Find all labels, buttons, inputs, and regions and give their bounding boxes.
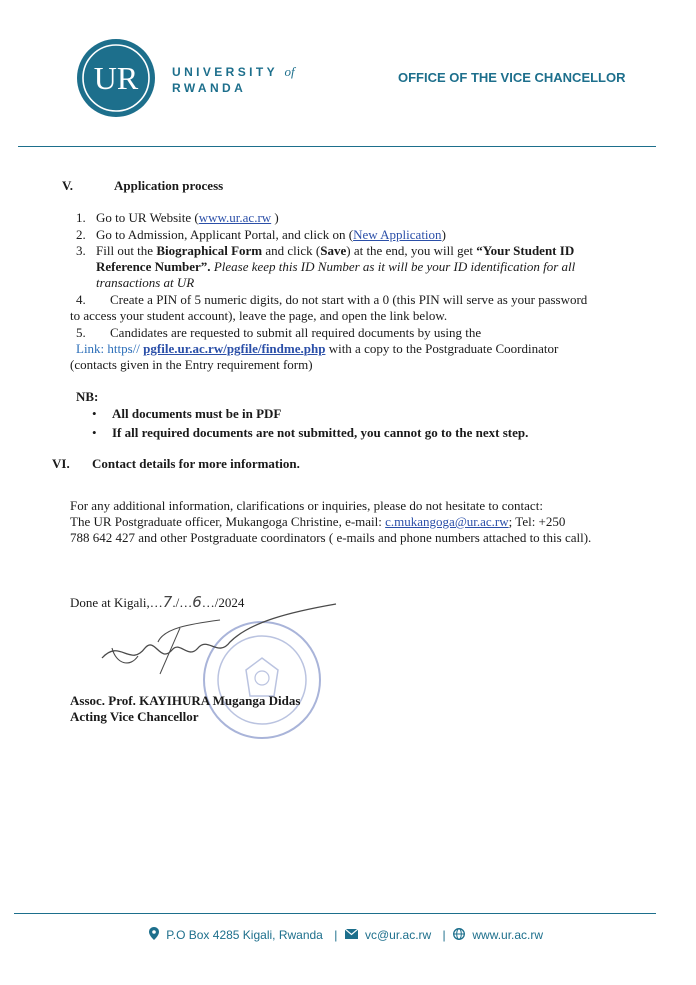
footer-separator: | [334, 928, 338, 942]
footer-email[interactable]: vc@ur.ac.rw [365, 928, 432, 942]
office-title: OFFICE OF THE VICE CHANCELLOR [398, 70, 626, 85]
location-pin-icon [149, 927, 159, 943]
nb-item-1: All documents must be in PDF [112, 406, 282, 421]
section5-title: Application process [114, 178, 224, 193]
step-4-line2: to access your student account), leave the page, and open the link below. [70, 308, 448, 323]
university-name-line1: UNIVERSITY of [172, 64, 295, 79]
new-application-link[interactable]: New Application [353, 227, 442, 242]
step-4-number: 4. [76, 292, 86, 307]
contact-line2: The UR Postgraduate officer, Mukangoga Christine, e-mail: c.mukangoga@ur.ac.rw; Tel: +250 [70, 514, 566, 529]
step-2: Go to Admission, Applicant Portal, and click on (New Application) [96, 227, 446, 242]
nb-bullet-icon: • [92, 406, 97, 421]
university-logo [76, 38, 156, 118]
pgfile-link[interactable]: pgfile.ur.ac.rw/pgfile/findme.php [143, 341, 326, 356]
step-3-number: 3. [76, 243, 86, 258]
nb-label: NB: [76, 389, 99, 404]
signatory-title: Acting Vice Chancellor [70, 709, 199, 724]
step-5-number: 5. [76, 325, 86, 340]
step-3-line2: Reference Number”. Please keep this ID Number as it will be your ID identification for all [96, 259, 576, 274]
step-5-line3: (contacts given in the Entry requirement form) [70, 357, 313, 372]
footer-divider [14, 913, 656, 914]
logo-lettering: UR [93, 60, 139, 96]
signatory-name: Assoc. Prof. KAYIHURA Muganga Didas [70, 693, 301, 708]
step-1: Go to UR Website (www.ur.ac.rw ) [96, 210, 279, 225]
section6-numeral: VI. [52, 456, 70, 471]
contact-line1: For any additional information, clarifications or inquiries, please do not hesitate to contact: [70, 498, 543, 513]
university-name-line2: RWANDA [172, 81, 247, 95]
footer-website[interactable]: www.ur.ac.rw [472, 928, 544, 942]
nb-bullet-icon: • [92, 425, 97, 440]
step-5-line2: Link: https// pgfile.ur.ac.rw/pgfile/findme.php with a copy to the Postgraduate Coordinator [76, 341, 559, 356]
footer [0, 927, 696, 943]
header-divider [18, 146, 656, 147]
contact-line3: 788 642 427 and other Postgraduate coordinators ( e-mails and phone numbers attached to this call). [70, 530, 592, 545]
nb-item-2: If all required documents are not submitted, you cannot go to the next step. [112, 425, 529, 440]
step-3-line3: transactions at UR [96, 275, 195, 290]
envelope-icon [345, 928, 358, 942]
step-5-line1: Candidates are requested to submit all required documents by using the [110, 325, 482, 340]
ur-website-link[interactable]: www.ur.ac.rw [198, 210, 272, 225]
signature [100, 598, 340, 678]
footer-separator: | [442, 928, 446, 942]
step-1-number: 1. [76, 210, 86, 225]
step-2-number: 2. [76, 227, 86, 242]
done-at-line: Done at Kigali,…7./…6…/2024 [70, 593, 245, 611]
globe-icon [453, 928, 465, 943]
contact-email-link[interactable]: c.mukangoga@ur.ac.rw [385, 514, 509, 529]
section6-title: Contact details for more information. [92, 456, 300, 471]
step-3-line1: Fill out the Biographical Form and click (Save) at the end, you will get “Your Student ID [96, 243, 575, 258]
step-4-line1: Create a PIN of 5 numeric digits, do not start with a 0 (this PIN will serve as your password [110, 292, 588, 307]
section5-numeral: V. [62, 178, 73, 193]
footer-address: P.O Box 4285 Kigali, Rwanda [166, 928, 323, 942]
